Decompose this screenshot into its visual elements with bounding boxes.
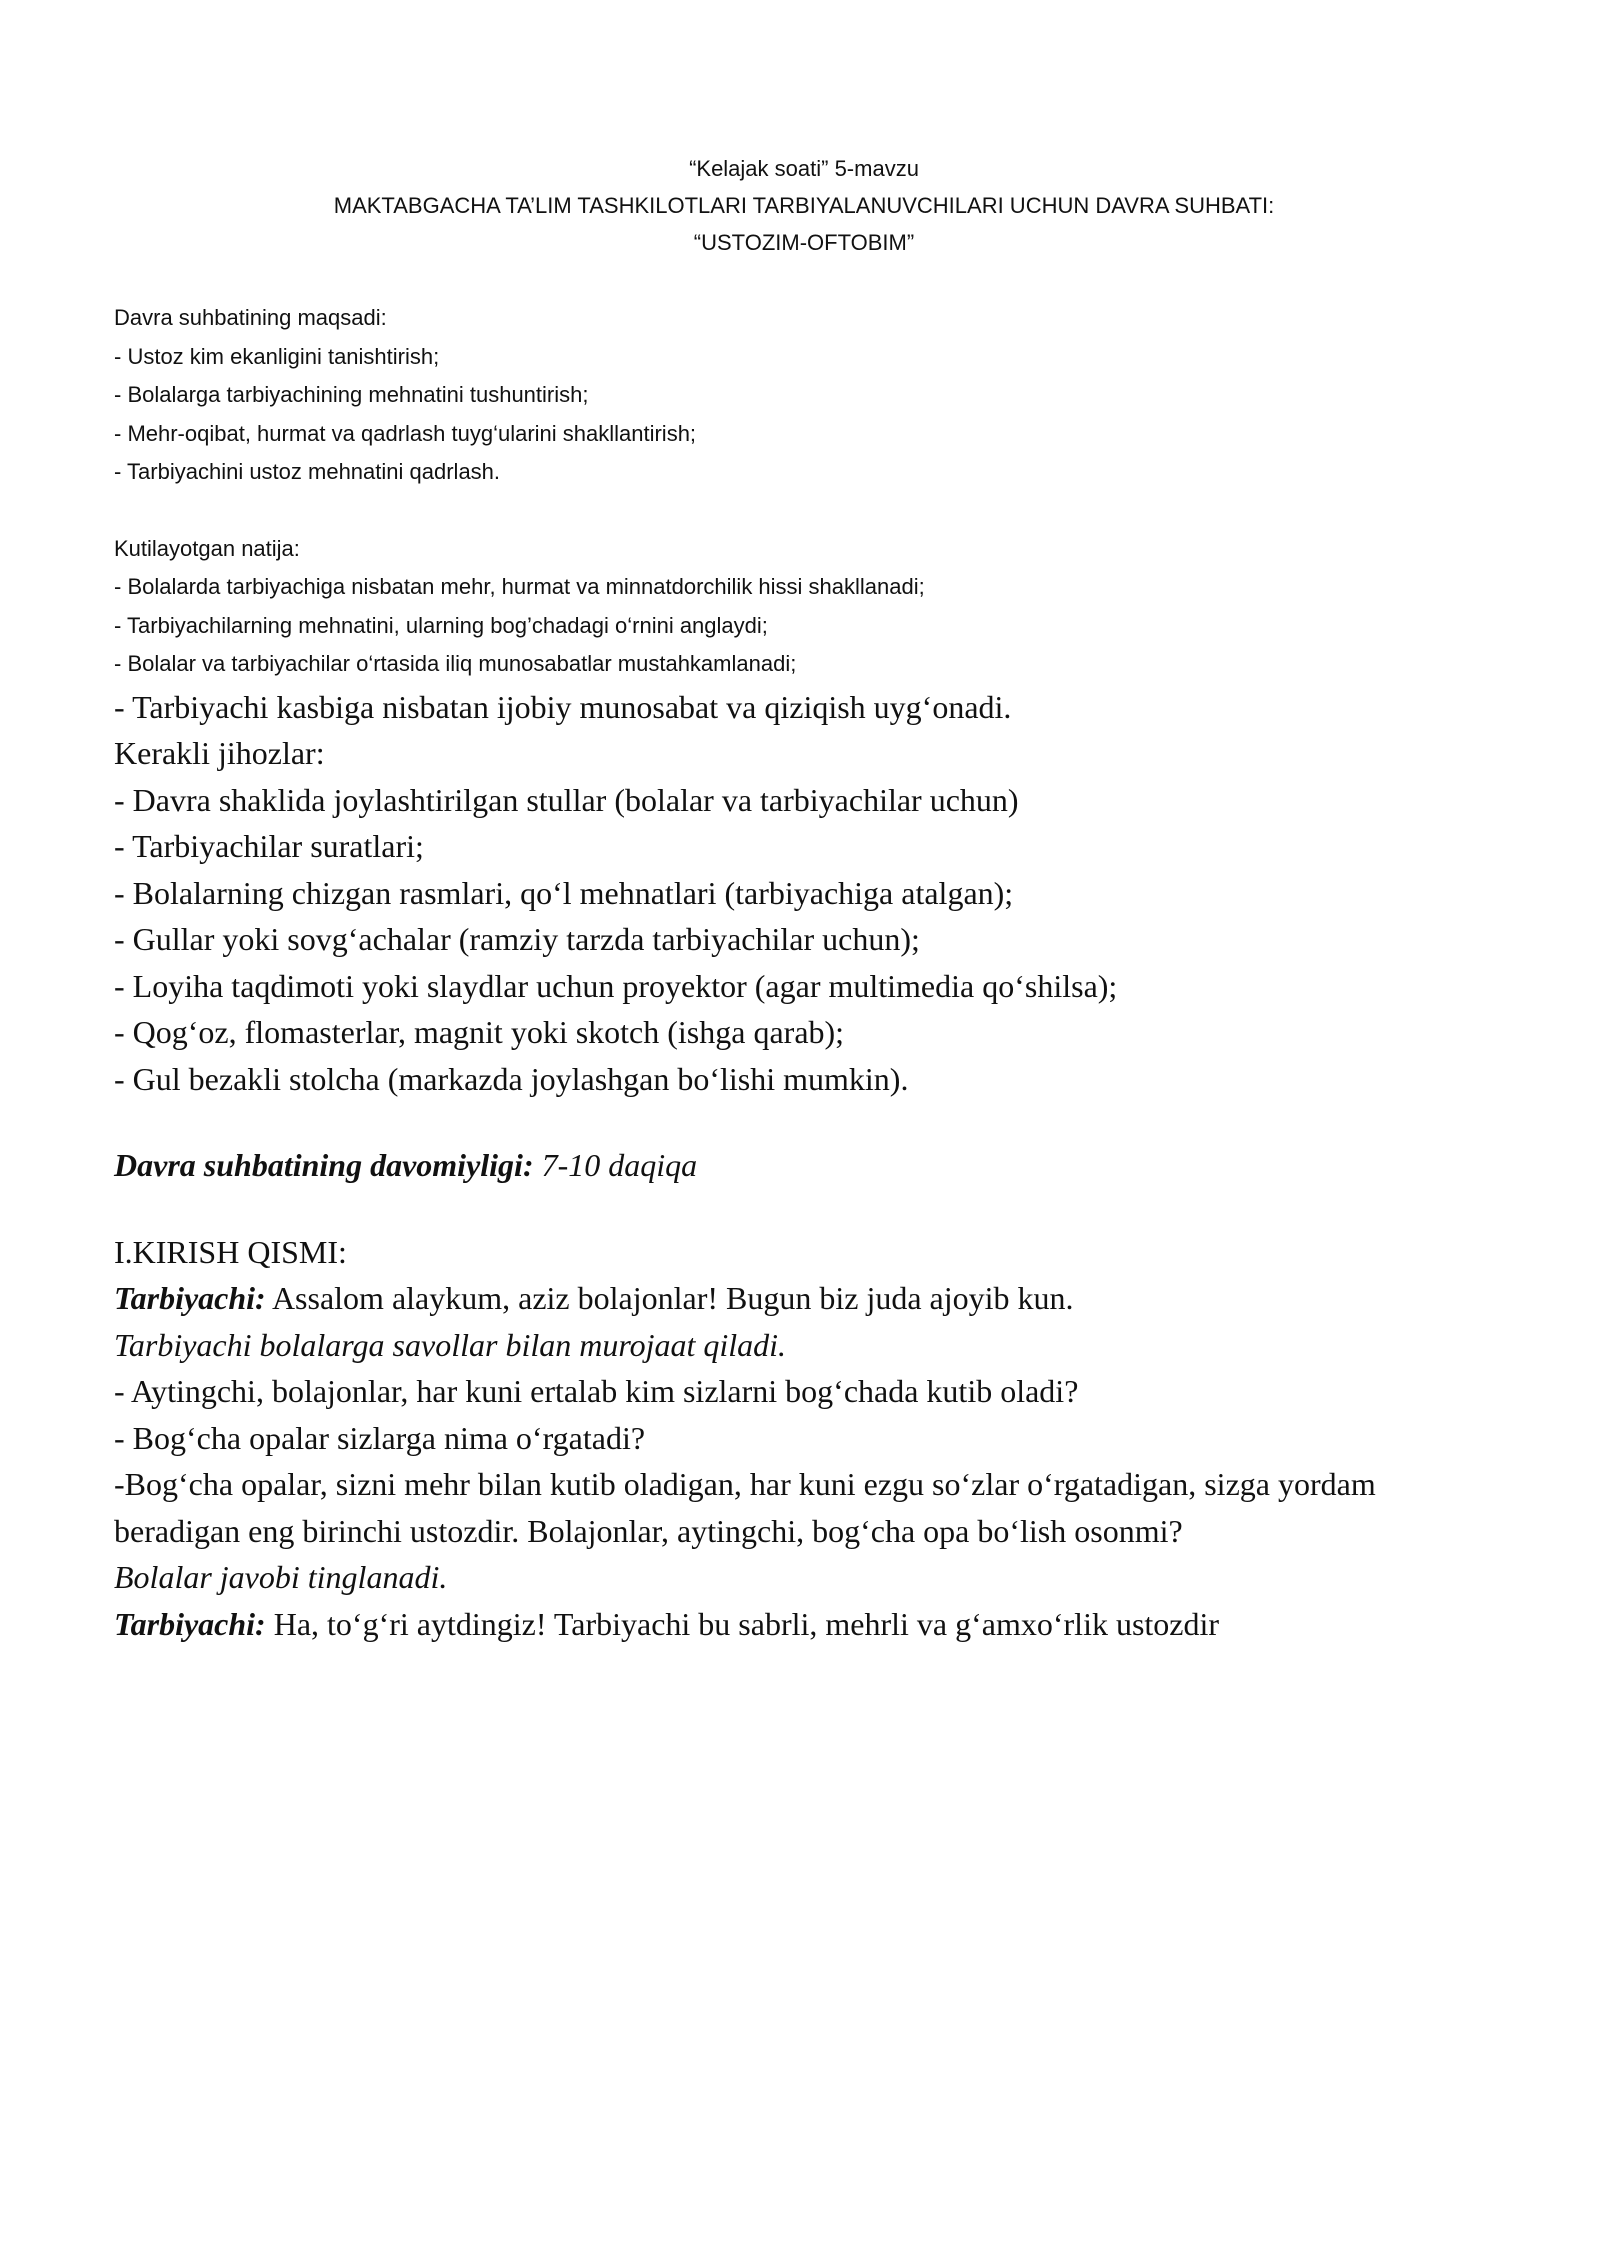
list-item: - Tarbiyachilar suratlari;: [114, 828, 424, 864]
dialogue-line: [114, 1275, 1494, 1322]
speech-text: Ha, to‘g‘ri aytdingiz! Tarbiyachi bu sabrli, mehrli va g‘amxo‘rlik ustozdir: [265, 1605, 1220, 1642]
list-item: - Bolalar va tarbiyachilar o‘rtasida iliq munosabatlar mustahkamlanadi;: [114, 651, 797, 676]
speech-text: Assalom alaykum, aziz bolajonlar! Bugun biz juda ajoyib kun.: [265, 1280, 1074, 1316]
section-heading: I.KIRISH QISMI:: [114, 1233, 347, 1270]
equipment-title: Kerakli jihozlar:: [114, 735, 325, 771]
document-title: MAKTABGACHA TA’LIM TASHKILOTLARI TARBIYALANUVCHILARI UCHUN DAVRA SUHBATI:: [333, 193, 1275, 218]
stage-note: Bolalar javobi tinglanadi.: [114, 1559, 448, 1595]
speaker-label: Tarbiyachi:: [114, 1280, 266, 1316]
goals-title: Davra suhbatining maqsadi:: [114, 305, 387, 330]
dialogue-line: [114, 1601, 1494, 1648]
speaker-label: Tarbiyachi:: [114, 1605, 266, 1642]
list-item: - Qog‘oz, flomasterlar, magnit yoki skotch (ishga qarab);: [114, 1014, 845, 1050]
goals-section: [114, 299, 1494, 492]
list-item: - Loyiha taqdimoti yoki slaydlar uchun proyektor (agar multimedia qo‘shilsa);: [114, 967, 1118, 1004]
list-item: - Davra shaklida joylashtirilgan stullar (bolalar va tarbiyachilar uchun): [114, 781, 1019, 818]
question-line: - Bog‘cha opalar sizlarga nima o‘rgatadi?: [114, 1419, 646, 1456]
document-page: [114, 150, 1494, 1647]
results-section: [114, 530, 1494, 684]
list-item: - Ustoz kim ekanligini tanishtirish;: [114, 343, 440, 369]
paragraph: -Bog‘cha opalar, sizni mehr bilan kutib oladigan, har kuni ezgu so‘zlar o‘rgatadigan, sizga yordam beradigan eng birinchi ustozdir. Bolajonlar, aytingchi, bog‘cha opa bo‘lish osonmi?: [114, 1466, 1376, 1549]
results-title: Kutilayotgan natija:: [114, 535, 300, 561]
list-item: - Bolalarda tarbiyachiga nisbatan mehr, hurmat va minnatdorchilik hissi shakllanadi;: [114, 574, 925, 599]
list-item: - Tarbiyachini ustoz mehnatini qadrlash.: [114, 459, 501, 484]
document-subtitle: “USTOZIM-OFTOBIM”: [693, 230, 915, 255]
document-header: [114, 150, 1494, 261]
list-item: - Mehr-oqibat, hurmat va qadrlash tuyg‘ularini shakllantirish;: [114, 420, 697, 446]
list-item: - Tarbiyachilarning mehnatini, ularning bog’chadagi o‘rnini anglaydi;: [114, 612, 768, 638]
question-line: - Aytingchi, bolajonlar, har kuni ertalab kim sizlarni bog‘chada kutib oladi?: [114, 1373, 1079, 1409]
list-item: - Bolalarga tarbiyachining mehnatini tushuntirish;: [114, 382, 589, 407]
list-item: - Gullar yoki sovg‘achalar (ramziy tarzda tarbiyachilar uchun);: [114, 921, 920, 957]
topic-line: “Kelajak soati” 5-mavzu: [689, 156, 919, 181]
list-item: - Gul bezakli stolcha (markazda joylashgan bo‘lishi mumkin).: [114, 1060, 909, 1097]
main-body: [114, 684, 1494, 1648]
list-item: - Bolalarning chizgan rasmlari, qo‘l mehnatlari (tarbiyachiga atalgan);: [114, 874, 1014, 911]
duration-label: Davra suhbatining davomiyligi:: [114, 1147, 534, 1183]
list-item: - Tarbiyachi kasbiga nisbatan ijobiy munosabat va qiziqish uyg‘onadi.: [114, 688, 1012, 725]
stage-note: Tarbiyachi bolalarga savollar bilan murojaat qiladi.: [114, 1326, 787, 1363]
duration-value: 7-10 daqiqa: [533, 1147, 698, 1183]
duration-line: [114, 1142, 1494, 1189]
